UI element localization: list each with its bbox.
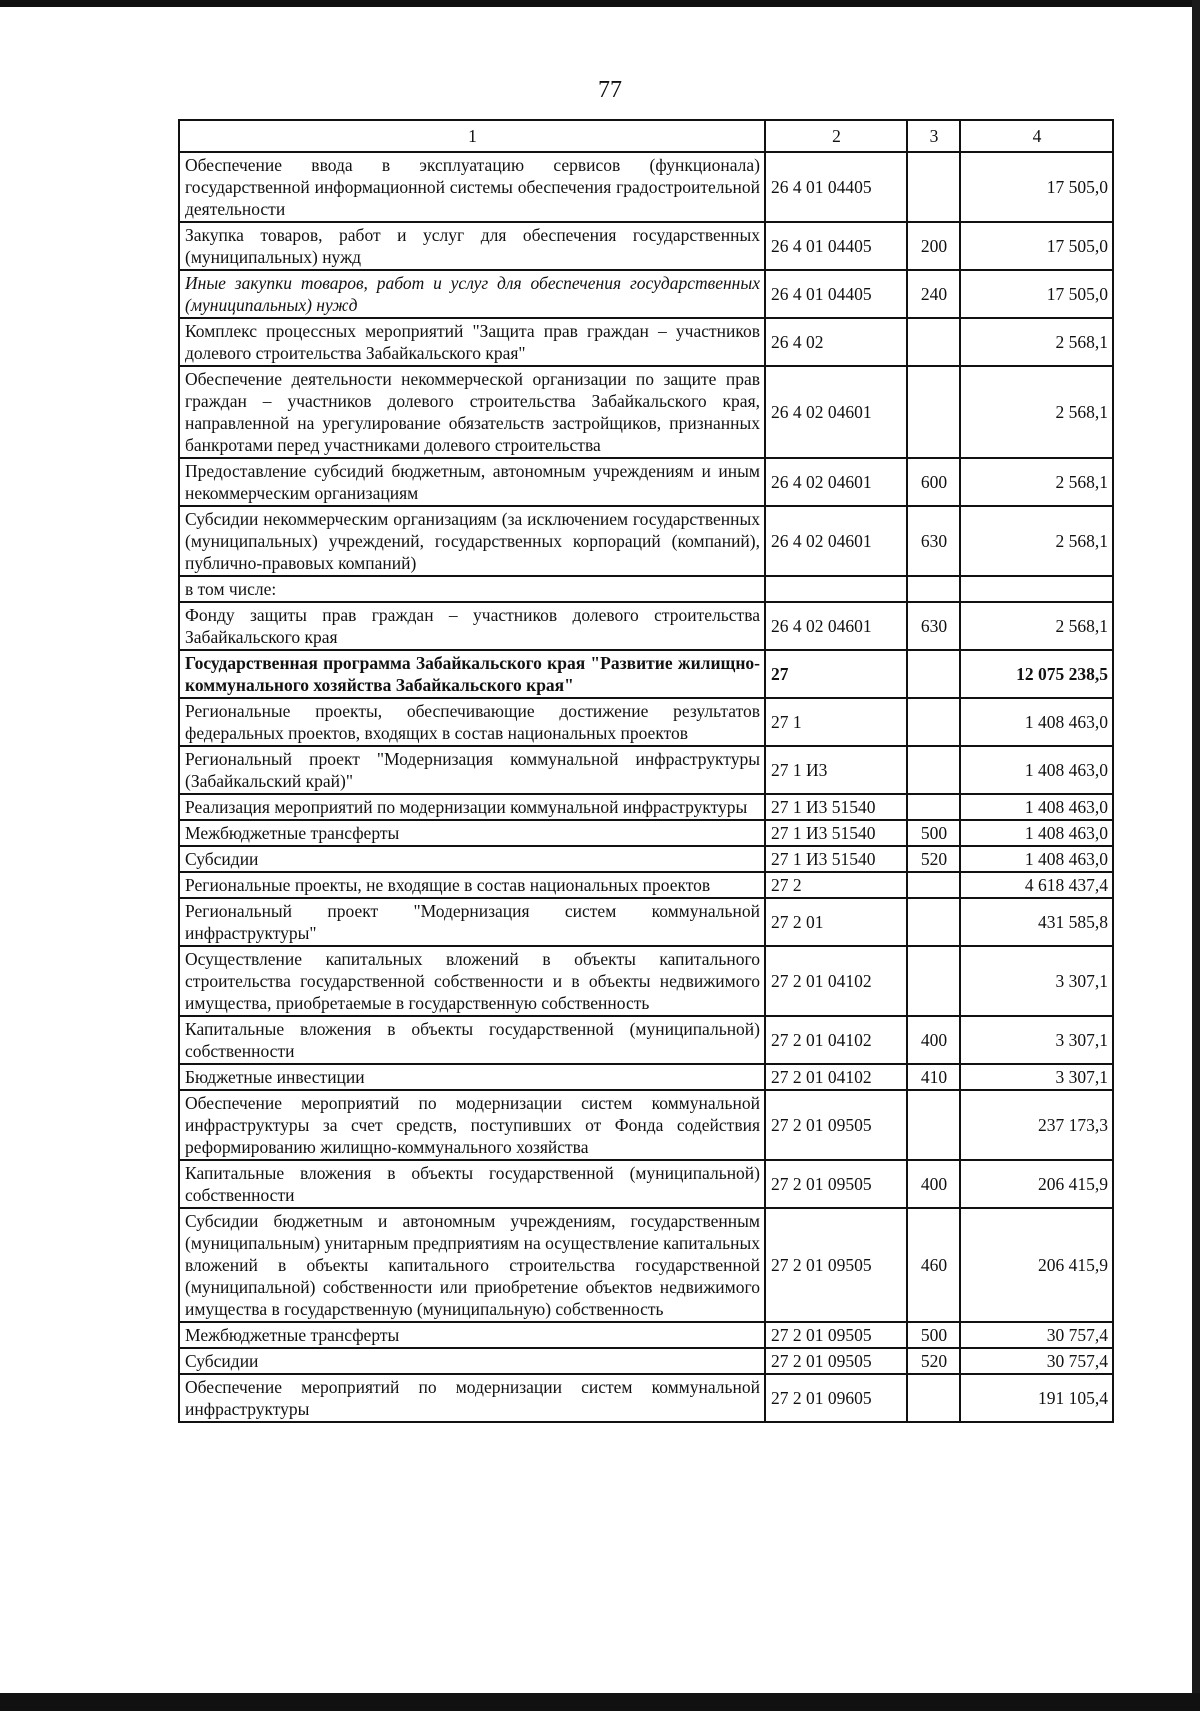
row-code-cell: 27 2 01 09505 (765, 1090, 907, 1160)
scan-border-top (0, 0, 1200, 7)
row-code-cell: 26 4 01 04405 (765, 270, 907, 318)
table-row (179, 1090, 1113, 1160)
row-name-cell: Бюджетные инвестиции (179, 1064, 765, 1090)
row-type-cell (907, 152, 960, 222)
row-type-cell (907, 946, 960, 1016)
column-header-2: 2 (765, 120, 907, 152)
row-type-cell: 400 (907, 1160, 960, 1208)
table-row (179, 1348, 1113, 1374)
row-code-cell: 26 4 01 04405 (765, 222, 907, 270)
row-amount-cell: 206 415,9 (960, 1160, 1113, 1208)
table-body (179, 152, 1113, 1422)
row-name-cell: Капитальные вложения в объекты государственной (муниципальной) собственности (179, 1160, 765, 1208)
row-code-cell: 27 2 01 09605 (765, 1374, 907, 1422)
row-amount-cell: 2 568,1 (960, 458, 1113, 506)
row-amount-cell: 431 585,8 (960, 898, 1113, 946)
row-type-cell: 630 (907, 506, 960, 576)
row-type-cell: 520 (907, 846, 960, 872)
row-amount-cell: 4 618 437,4 (960, 872, 1113, 898)
row-code-cell: 27 2 01 (765, 898, 907, 946)
table-row (179, 820, 1113, 846)
table-row (179, 270, 1113, 318)
row-type-cell: 200 (907, 222, 960, 270)
table-row (179, 698, 1113, 746)
table-row (179, 898, 1113, 946)
row-code-cell: 27 2 01 09505 (765, 1348, 907, 1374)
row-name-cell: в том числе: (179, 576, 765, 602)
column-header-4: 4 (960, 120, 1113, 152)
row-type-cell: 240 (907, 270, 960, 318)
row-code-cell: 27 2 01 09505 (765, 1208, 907, 1322)
table-row (179, 1016, 1113, 1064)
table-header-row (179, 120, 1113, 152)
row-amount-cell: 1 408 463,0 (960, 846, 1113, 872)
scan-border-bottom (0, 1693, 1200, 1711)
row-name-cell: Региональные проекты, обеспечивающие достижение результатов федеральных проектов, входящих в состав национальных проектов (179, 698, 765, 746)
table-row (179, 872, 1113, 898)
row-code-cell: 26 4 01 04405 (765, 152, 907, 222)
table-row (179, 458, 1113, 506)
row-amount-cell: 1 408 463,0 (960, 820, 1113, 846)
row-type-cell (907, 872, 960, 898)
row-type-cell (907, 698, 960, 746)
row-type-cell: 460 (907, 1208, 960, 1322)
table-row (179, 576, 1113, 602)
scan-border-right (1192, 0, 1200, 1711)
row-name-cell: Иные закупки товаров, работ и услуг для обеспечения государственных (муниципальных) нужд (179, 270, 765, 318)
table-row (179, 222, 1113, 270)
row-amount-cell: 3 307,1 (960, 946, 1113, 1016)
row-code-cell: 26 4 02 04601 (765, 602, 907, 650)
row-name-cell: Межбюджетные трансферты (179, 820, 765, 846)
row-name-cell: Государственная программа Забайкальского края "Развитие жилищно-коммунального хозяйства Забайкальского края" (179, 650, 765, 698)
row-amount-cell: 191 105,4 (960, 1374, 1113, 1422)
row-amount-cell: 237 173,3 (960, 1090, 1113, 1160)
row-amount-cell: 2 568,1 (960, 366, 1113, 458)
table-row (179, 650, 1113, 698)
table-row (179, 1322, 1113, 1348)
row-type-cell: 500 (907, 820, 960, 846)
table-row (179, 794, 1113, 820)
row-type-cell: 400 (907, 1016, 960, 1064)
table-row (179, 1208, 1113, 1322)
column-header-3: 3 (907, 120, 960, 152)
row-type-cell (907, 366, 960, 458)
row-amount-cell: 1 408 463,0 (960, 698, 1113, 746)
row-amount-cell: 17 505,0 (960, 222, 1113, 270)
row-type-cell (907, 1090, 960, 1160)
row-name-cell: Фонду защиты прав граждан – участников долевого строительства Забайкальского края (179, 602, 765, 650)
row-code-cell: 27 2 01 04102 (765, 946, 907, 1016)
table-row (179, 746, 1113, 794)
row-code-cell: 27 2 01 09505 (765, 1160, 907, 1208)
row-amount-cell: 2 568,1 (960, 506, 1113, 576)
row-amount-cell: 1 408 463,0 (960, 794, 1113, 820)
row-name-cell: Закупка товаров, работ и услуг для обеспечения государственных (муниципальных) нужд (179, 222, 765, 270)
row-amount-cell: 206 415,9 (960, 1208, 1113, 1322)
row-type-cell (907, 1374, 960, 1422)
row-type-cell: 410 (907, 1064, 960, 1090)
row-name-cell: Обеспечение мероприятий по модернизации систем коммунальной инфраструктуры (179, 1374, 765, 1422)
row-name-cell: Обеспечение мероприятий по модернизации систем коммунальной инфраструктуры за счет средств, поступивших от Фонда содействия реформированию жилищно-коммунального хозяйства (179, 1090, 765, 1160)
table-row (179, 602, 1113, 650)
row-code-cell: 26 4 02 04601 (765, 366, 907, 458)
budget-table (178, 119, 1114, 1423)
row-code-cell: 27 1 И3 51540 (765, 820, 907, 846)
row-name-cell: Капитальные вложения в объекты государственной (муниципальной) собственности (179, 1016, 765, 1064)
row-amount-cell: 3 307,1 (960, 1016, 1113, 1064)
table-row (179, 366, 1113, 458)
row-type-cell: 500 (907, 1322, 960, 1348)
row-name-cell: Региональный проект "Модернизация коммунальной инфраструктуры (Забайкальский край)" (179, 746, 765, 794)
row-name-cell: Реализация мероприятий по модернизации коммунальной инфраструктуры (179, 794, 765, 820)
row-code-cell (765, 576, 907, 602)
table-row (179, 1064, 1113, 1090)
row-amount-cell: 17 505,0 (960, 152, 1113, 222)
row-name-cell: Субсидии некоммерческим организациям (за исключением государственных (муниципальных) учреждений, государственных корпораций (компаний), публично-правовых компаний) (179, 506, 765, 576)
row-code-cell: 27 1 И3 51540 (765, 846, 907, 872)
row-amount-cell: 30 757,4 (960, 1348, 1113, 1374)
row-amount-cell (960, 576, 1113, 602)
row-code-cell: 27 2 01 09505 (765, 1322, 907, 1348)
row-code-cell: 27 2 (765, 872, 907, 898)
row-name-cell: Межбюджетные трансферты (179, 1322, 765, 1348)
row-amount-cell: 17 505,0 (960, 270, 1113, 318)
row-type-cell (907, 898, 960, 946)
row-amount-cell: 3 307,1 (960, 1064, 1113, 1090)
row-amount-cell: 2 568,1 (960, 318, 1113, 366)
row-name-cell: Субсидии бюджетным и автономным учреждениям, государственным (муниципальным) унитарным предприятиям на осуществление капитальных вложений в объекты капитального строительства государственной (муниципальной) собственности или приобретение объектов недвижимого имущества в государственную (муниципальную) собственность (179, 1208, 765, 1322)
row-amount-cell: 2 568,1 (960, 602, 1113, 650)
column-header-1: 1 (179, 120, 765, 152)
row-type-cell: 630 (907, 602, 960, 650)
row-code-cell: 26 4 02 04601 (765, 506, 907, 576)
table-row (179, 506, 1113, 576)
row-name-cell: Комплекс процессных мероприятий "Защита прав граждан – участников долевого строительства Забайкальского края" (179, 318, 765, 366)
table-row (179, 318, 1113, 366)
row-name-cell: Предоставление субсидий бюджетным, автономным учреждениям и иным некоммерческим организациям (179, 458, 765, 506)
row-amount-cell: 30 757,4 (960, 1322, 1113, 1348)
row-name-cell: Субсидии (179, 846, 765, 872)
row-code-cell: 27 1 (765, 698, 907, 746)
table-row (179, 946, 1113, 1016)
table-row (179, 1160, 1113, 1208)
row-type-cell: 600 (907, 458, 960, 506)
page-number: 77 (598, 77, 622, 103)
table-row (179, 1374, 1113, 1422)
row-name-cell: Субсидии (179, 1348, 765, 1374)
row-type-cell (907, 576, 960, 602)
row-code-cell: 27 1 И3 (765, 746, 907, 794)
row-type-cell (907, 794, 960, 820)
row-name-cell: Обеспечение деятельности некоммерческой организации по защите прав граждан – участников долевого строительства Забайкальского края, направленной на урегулирование обязательств застройщиков, признанных банкротами перед участниками долевого строительства (179, 366, 765, 458)
row-name-cell: Региональный проект "Модернизация систем коммунальной инфраструктуры" (179, 898, 765, 946)
row-type-cell (907, 746, 960, 794)
row-code-cell: 27 (765, 650, 907, 698)
row-name-cell: Обеспечение ввода в эксплуатацию сервисов (функционала) государственной информационной системы обеспечения градостроительной деятельности (179, 152, 765, 222)
row-code-cell: 27 1 И3 51540 (765, 794, 907, 820)
row-code-cell: 27 2 01 04102 (765, 1016, 907, 1064)
row-type-cell (907, 318, 960, 366)
row-code-cell: 26 4 02 (765, 318, 907, 366)
row-name-cell: Осуществление капитальных вложений в объекты капитального строительства государственной собственности и в объекты недвижимого имущества, приобретаемые в государственную собственность (179, 946, 765, 1016)
row-code-cell: 26 4 02 04601 (765, 458, 907, 506)
row-type-cell (907, 650, 960, 698)
row-name-cell: Региональные проекты, не входящие в состав национальных проектов (179, 872, 765, 898)
row-type-cell: 520 (907, 1348, 960, 1374)
row-amount-cell: 1 408 463,0 (960, 746, 1113, 794)
table-row (179, 152, 1113, 222)
table-row (179, 846, 1113, 872)
row-code-cell: 27 2 01 04102 (765, 1064, 907, 1090)
row-amount-cell: 12 075 238,5 (960, 650, 1113, 698)
